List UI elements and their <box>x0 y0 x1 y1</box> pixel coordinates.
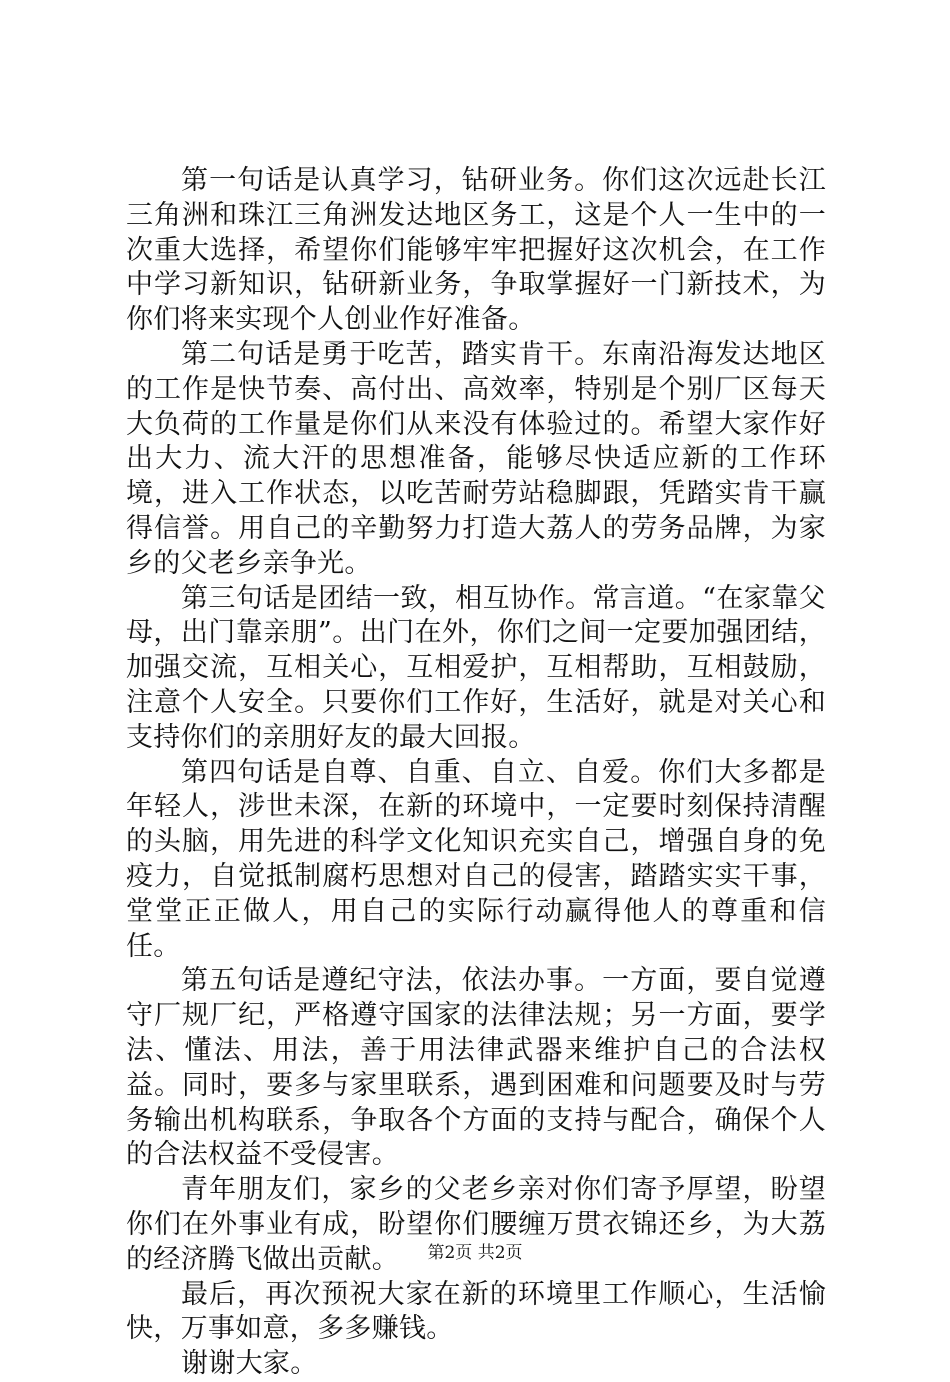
paragraph-6: 青年朋友们，家乡的父老乡亲对你们寄予厚望，盼望你们在外事业有成，盼望你们腰缠万贯衣锦还乡，为大荔的经济腾飞做出贡献。 <box>126 1174 826 1275</box>
paragraph-2: 第二句话是勇于吃苦，踏实肯干。东南沿海发达地区的工作是快节奏、高付出、高效率，特别是个别厂区每天大负荷的工作量是你们从来没有体验过的。希望大家作好出大力、流大汗的思想准备，能够尽快适应新的工作环境，进入工作状态，以吃苦耐劳站稳脚跟，凭踏实肯干赢得信誉。用自己的辛勤努力打造大荔人的劳务品牌，为家乡的父老乡亲争光。 <box>126 338 826 579</box>
paragraph-1: 第一句话是认真学习，钻研业务。你们这次远赴长江三角洲和珠江三角洲发达地区务工，这是个人一生中的一次重大选择，希望你们能够牢牢把握好这次机会，在工作中学习新知识，钻研新业务，争取掌握好一门新技术，为你们将来实现个人创业作好准备。 <box>126 165 826 336</box>
document-body <box>126 164 826 1382</box>
paragraph-5: 第五句话是遵纪守法，依法办事。一方面，要自觉遵守厂规厂纪，严格遵守国家的法律法规；另一方面，要学法、懂法、用法，善于用法律武器来维护自己的合法权益。同时，要多与家里联系，遇到困难和问题要及时与劳务输出机构联系，争取各个方面的支持与配合，确保个人的合法权益不受侵害。 <box>126 965 826 1171</box>
paragraph-7: 最后，再次预祝大家在新的环境里工作顺心，生活愉快，万事如意，多多赚钱。 <box>126 1278 826 1345</box>
paragraph-8: 谢谢大家。 <box>181 1348 318 1380</box>
page-number-footer: 第2页 共2页 <box>427 1243 523 1263</box>
paragraph-3: 第三句话是团结一致，相互协作。常言道。“在家靠父母，出门靠亲朋”。出门在外，你们之间一定要加强团结，加强交流，互相关心，互相爱护，互相帮助，互相鼓励，注意个人安全。只要你们工作好，生活好，就是对关心和支持你们的亲朋好友的最大回报。 <box>126 582 826 753</box>
paragraph-4: 第四句话是自尊、自重、自立、自爱。你们大多都是年轻人，涉世未深，在新的环境中，一定要时刻保持清醒的头脑，用先进的科学文化知识充实自己，增强自身的免疫力，自觉抵制腐朽思想对自己的侵害，踏踏实实干事，堂堂正正做人，用自己的实际行动赢得他人的尊重和信任。 <box>126 756 826 962</box>
